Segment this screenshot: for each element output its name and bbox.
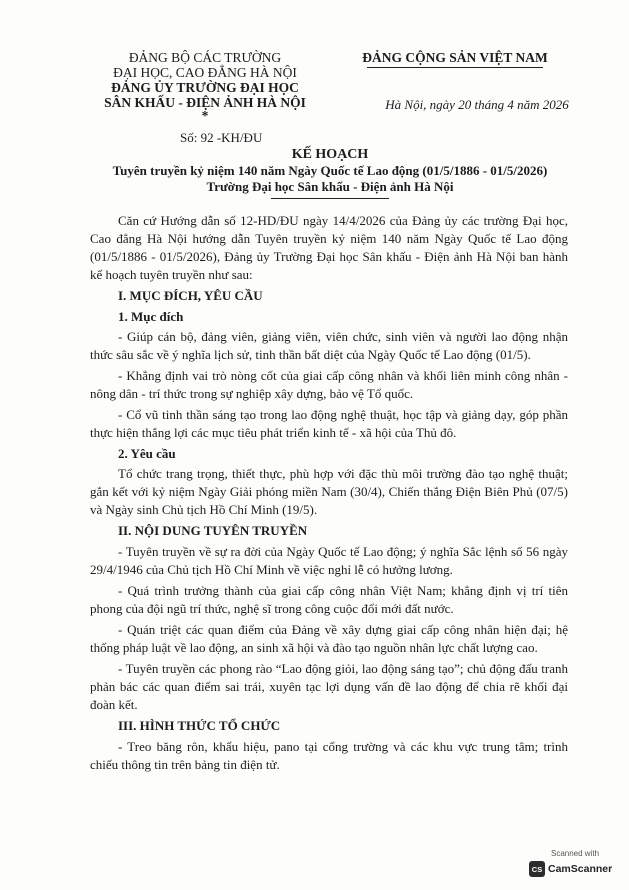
section-1-para-1: - Giúp cán bộ, đảng viên, giảng viên, viên chức, sinh viên và người lao động nhận thức sâu sắc về ý nghĩa lịch sử, tinh thần bất diệt của Ngày Quốc tế Lao động (01/5). xyxy=(90,329,568,362)
section-1-sub-1: 1. Mục đích xyxy=(118,309,184,324)
intro-paragraph: Căn cứ Hướng dẫn số 12-HD/ĐU ngày 14/4/2026 của Đảng ủy các trường Đại học, Cao đẳng Hà Nội hướng dẫn Tuyên truyền kỷ niệm 140 năm Ngày Quốc tế Lao động (01/5/1886 - 01/5/2026), Đảng ủy Trường Đại học Sân khấu - Điện ảnh Hà Nội ban hành kế hoạch tuyên truyền như sau: xyxy=(90,213,568,282)
document-title-block xyxy=(60,147,600,199)
document-title: KẾ HOẠCH xyxy=(291,147,369,162)
issuing-authority xyxy=(100,50,310,121)
authority-line-2: ĐẠI HỌC, CAO ĐẲNG HÀ NỘI xyxy=(113,65,297,80)
party-header xyxy=(330,50,580,68)
section-3-para-1: - Treo băng rôn, khẩu hiệu, pano tại cổng trường và các khu vực trung tâm; trình chiếu thông tin trên bảng tin điện tử. xyxy=(90,739,568,772)
party-name: ĐẢNG CỘNG SẢN VIỆT NAM xyxy=(362,50,548,65)
section-2-para-4: - Tuyên truyền các phong rào “Lao động giỏi, lao động sáng tạo”; chủ động đấu tranh phản bác các quan điểm sai trái, xuyên tạc lợi dụng vấn đề lao động để chia rẽ khối đại đoàn kết. xyxy=(90,661,568,712)
section-1-para-4: Tổ chức trang trọng, thiết thực, phù hợp với đặc thù môi trường đào tạo nghệ thuật; gắn kết với kỷ niệm Ngày Giải phóng miền Nam (30/4), Chiến thắng Điện Biên Phủ (07/5) và Ngày sinh Chủ tịch Hồ Chí Minh (19/5). xyxy=(90,466,568,517)
section-1-para-3: - Cổ vũ tinh thần sáng tạo trong lao động nghệ thuật, học tập và giảng dạy, góp phần thực hiện thắng lợi các mục tiêu phát triển kinh tế - xã hội của Thủ đô. xyxy=(90,407,568,440)
scanned-with-caption: Scanned with xyxy=(550,849,600,858)
document-number: Số: 92 -KH/ĐU xyxy=(180,130,263,145)
section-2-para-1: - Tuyên truyền về sự ra đời của Ngày Quốc tế Lao động; ý nghĩa Sắc lệnh số 56 ngày 29/4/1946 của Chủ tịch Hồ Chí Minh về việc nghỉ lễ có hưởng lương. xyxy=(90,544,568,577)
title-underline xyxy=(271,198,389,199)
authority-line-3: ĐẢNG ỦY TRƯỜNG ĐẠI HỌC xyxy=(111,80,299,95)
section-1-para-2: - Khẳng định vai trò nòng cốt của giai cấp công nhân và khối liên minh công nhân - nông dân - trí thức trong sự nghiệp xây dựng, bảo vệ Tổ quốc. xyxy=(90,368,568,401)
document-body xyxy=(90,212,568,777)
document-subtitle-2: Trường Đại học Sân khấu - Điện ảnh Hà Nội xyxy=(206,179,454,194)
camscanner-badge xyxy=(529,848,621,882)
party-underline xyxy=(367,67,543,68)
document-subtitle-1: Tuyên truyền kỷ niệm 140 năm Ngày Quốc tế Lao động (01/5/1886 - 01/5/2026) xyxy=(112,163,548,178)
camscanner-icon: CS xyxy=(529,861,545,877)
section-2-para-2: - Quá trình trưởng thành của giai cấp công nhân Việt Nam; khẳng định vị trí tiên phong của đội ngũ trí thức, nghệ sĩ trong công cuộc đổi mới đất nước. xyxy=(90,583,568,616)
star-mark: * xyxy=(201,108,209,123)
section-1-heading: I. MỤC ĐÍCH, YÊU CẦU xyxy=(118,288,263,303)
section-2-heading: II. NỘI DUNG TUYÊN TRUYỀN xyxy=(118,523,308,538)
camscanner-name: CamScanner xyxy=(548,863,613,875)
section-2-para-3: - Quán triệt các quan điểm của Đảng về xây dựng giai cấp công nhân hiện đại; hệ thống pháp luật về lao động, an sinh xã hội và đào tạo nguồn nhân lực chất lượng cao. xyxy=(90,622,568,655)
authority-line-1: ĐẢNG BỘ CÁC TRƯỜNG xyxy=(128,50,282,65)
issue-date: Hà Nội, ngày 20 tháng 4 năm 2026 xyxy=(385,97,569,112)
section-1-sub-2: 2. Yêu cầu xyxy=(118,446,176,461)
section-3-heading: III. HÌNH THỨC TỔ CHỨC xyxy=(118,718,281,733)
authority-line-4: SÂN KHẤU - ĐIỆN ẢNH HÀ NỘI xyxy=(104,95,306,110)
